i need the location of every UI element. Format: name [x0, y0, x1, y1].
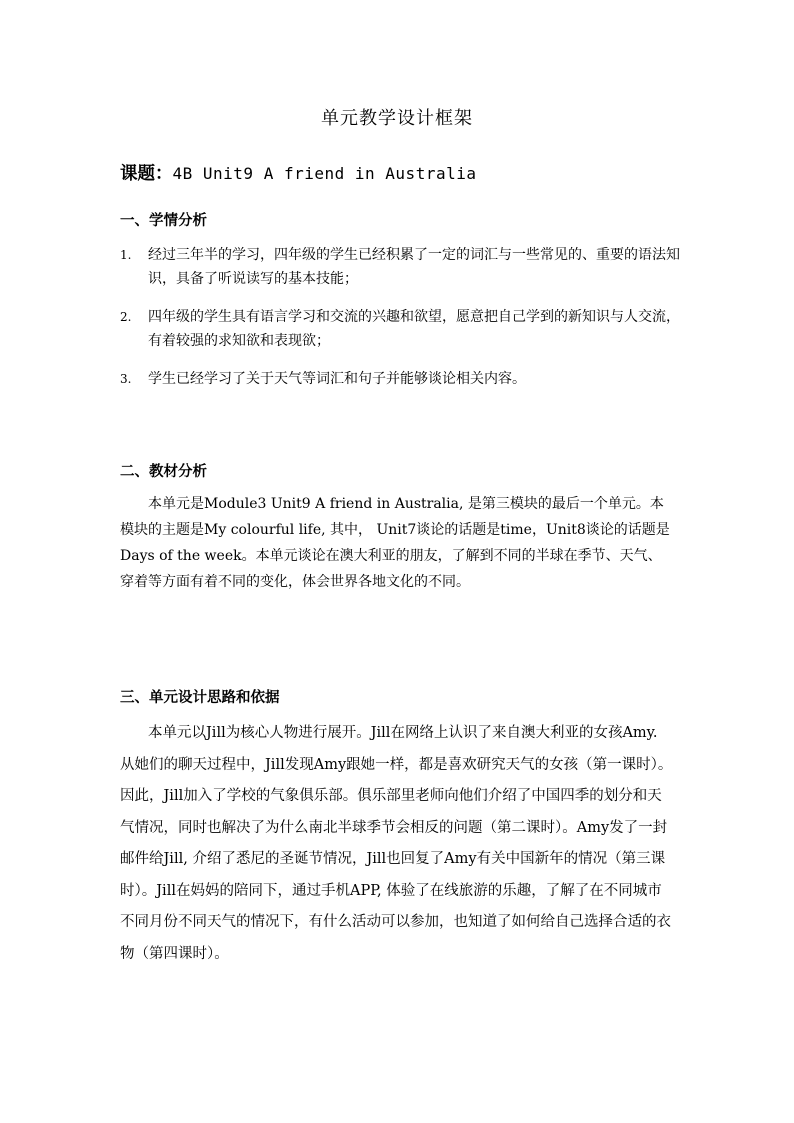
list-item	[120, 367, 680, 391]
list-item	[120, 243, 680, 291]
list-item-number: 2.	[120, 310, 132, 324]
design-rationale-paragraph: 本单元以Jill为核心人物进行展开。Jill在网络上认识了来自澳大利亚的女孩Amy. 从她们的聊天过程中，Jill发现Amy跟她一样，都是喜欢研究天气的女孩（第一课时）。因此，Jill加入了学校的气象俱乐部。俱乐部里老师向他们介绍了中国四季的划分和天气情况，同时也解决了为什么南北半球季节会相反的问题（第二课时）。Amy发了一封邮件给Jill, 介绍了悉尼的圣诞节情况，Jill也回复了Amy有关中国新年的情况（第三课时）。Jill在妈妈的陪同下，通过手机APP, 体验了在线旅游的乐趣，了解了在不同城市不同月份不同天气的情况下，有什么活动可以参加，也知道了如何给自己选择合适的衣物（第四课时）。	[120, 725, 673, 962]
list-item-text: 经过三年半的学习，四年级的学生已经积累了一定的词汇与一些常见的、重要的语法知识，具备了听说读写的基本技能；	[148, 247, 680, 287]
list-item-number: 3.	[120, 372, 132, 386]
topic-value: 4B Unit9 A friend in Australia	[172, 164, 477, 183]
section-heading-design-rationale: 三、单元设计思路和依据	[120, 689, 280, 706]
list-item-text: 学生已经学习了关于天气等词汇和句子并能够谈论相关内容。	[148, 371, 526, 387]
topic-line	[120, 160, 476, 185]
section-heading-learner-analysis: 一、学情分析	[120, 212, 207, 229]
list-item-text: 四年级的学生具有语言学习和交流的兴趣和欲望，愿意把自己学到的新知识与人交流，有着较强的求知欲和表现欲；	[148, 309, 680, 349]
list-item	[120, 305, 680, 353]
document-title: 单元教学设计框架	[321, 108, 473, 129]
textbook-analysis-paragraph: 本单元是Module3 Unit9 A friend in Australia, 是第三模块的最后一个单元。本模块的主题是My colourful life, 其中， Unit7谈论的话题是time，Unit8谈论的话题是Days of the week。本单元谈论在澳大利亚的朋友，了解到不同的半球在季节、天气、穿着等方面有着不同的变化，体会世界各地文化的不同。	[120, 496, 670, 590]
list-item-number: 1.	[120, 248, 132, 262]
topic-label: 课题：	[120, 164, 173, 184]
section-heading-textbook-analysis: 二、教材分析	[120, 463, 207, 480]
